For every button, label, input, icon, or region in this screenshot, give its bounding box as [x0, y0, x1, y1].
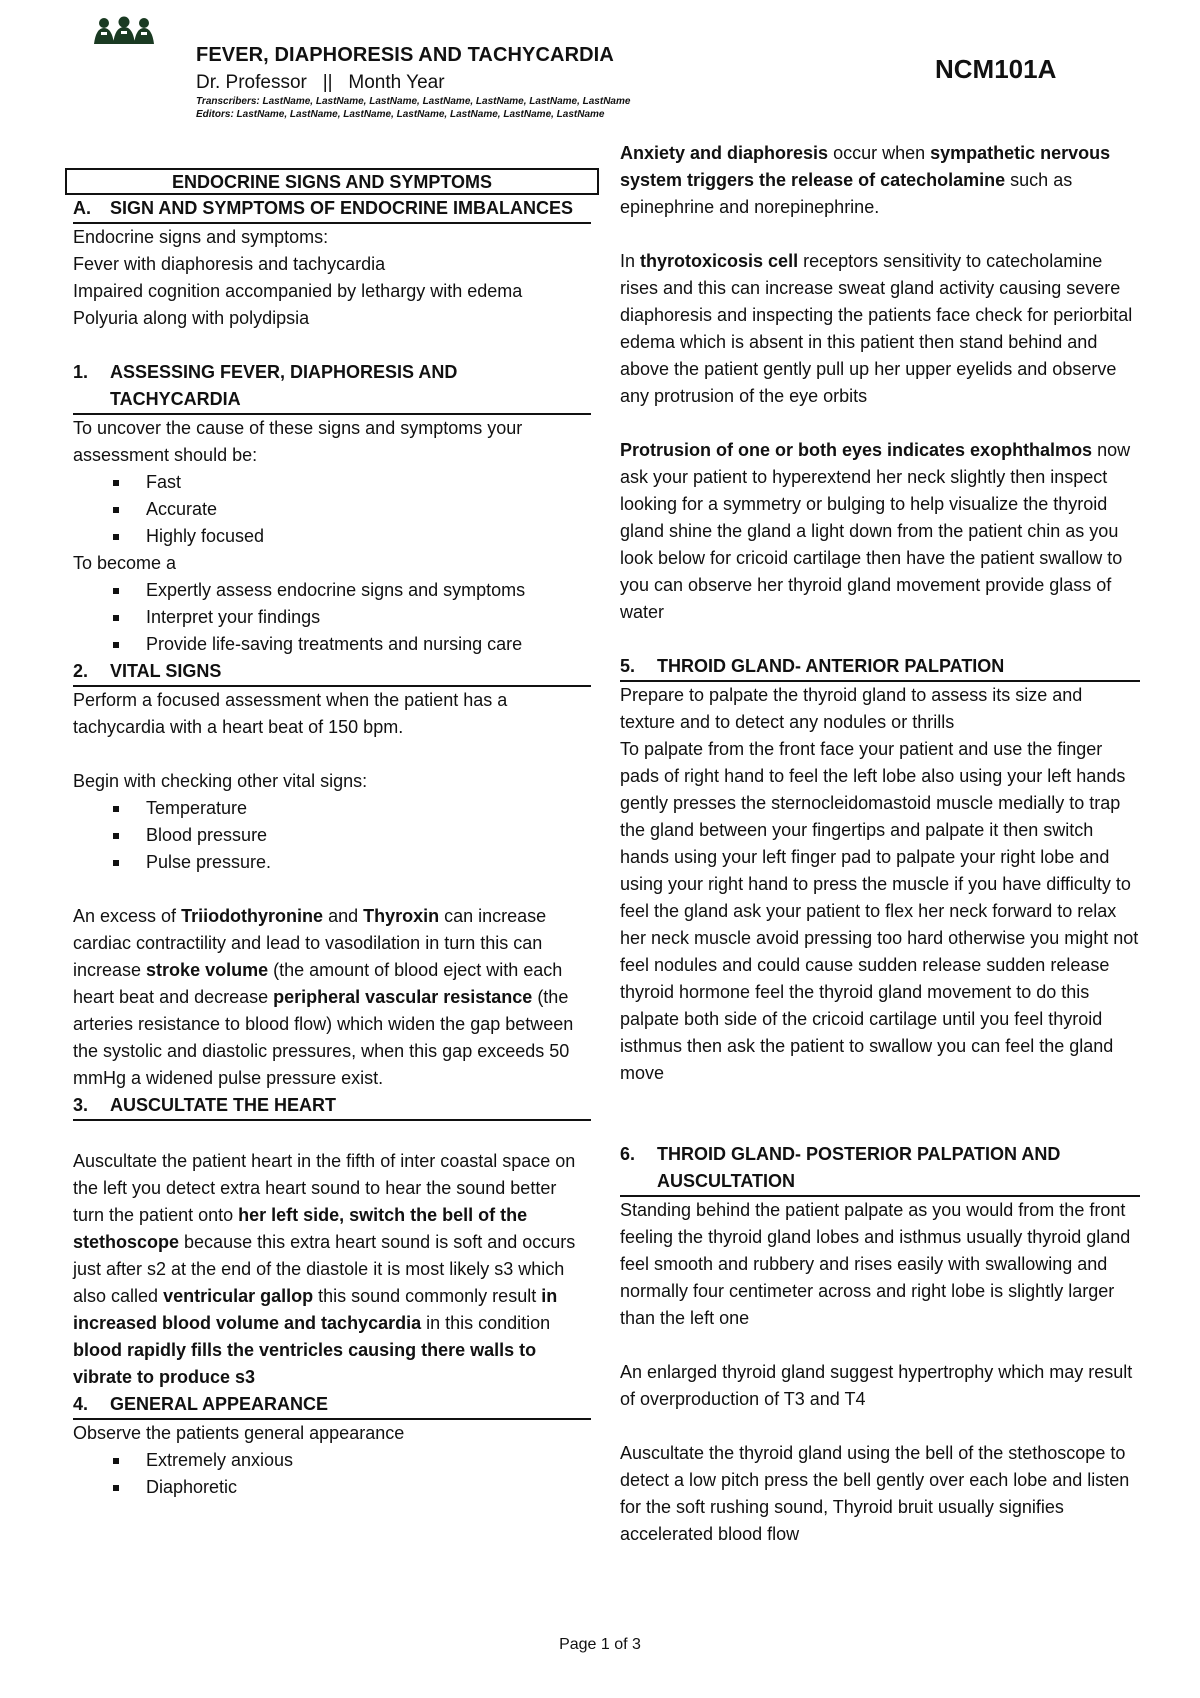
left-column	[73, 140, 591, 1501]
paragraph	[73, 903, 591, 1092]
list-item: Diaphoretic	[73, 1474, 591, 1501]
bullet-list	[73, 577, 591, 658]
section-number: 6.	[620, 1144, 636, 1164]
bold-term: thyrotoxicosis cell	[640, 251, 799, 271]
editors-line: Editors: LastName, LastName, LastName, LastName, LastName, LastName, LastName	[196, 109, 605, 120]
bullet-list	[73, 795, 591, 876]
list-item: Blood pressure	[73, 822, 591, 849]
section-3-heading	[73, 1092, 591, 1121]
document-subtitle: Dr. Professor || Month Year	[196, 72, 445, 93]
course-code: NCM101A	[935, 54, 1057, 84]
text-run: receptors sensitivity to catecholamine rises and this can increase sweat gland activity causing severe diaphoresis and inspecting the patients face check for periorbital edema which is absent in this patient then stand behind and above the patient gently pull up her upper eyelids and observe any protrusion of the eye orbits	[620, 251, 1133, 406]
paragraph: Standing behind the patient palpate as you would from the front feeling the thyroid gland lobes and isthmus usually thyroid gland feel smooth and rubbery and rises easily with swallowing and normally four centimeter across and right lobe is slightly larger than the left one	[620, 1200, 1131, 1328]
paragraph: Prepare to palpate the thyroid gland to assess its size and texture and to detect any nodules or thrills	[620, 685, 1083, 732]
list-item: Accurate	[73, 496, 591, 523]
section-number: 5.	[620, 656, 636, 676]
list-item: Highly focused	[73, 523, 591, 550]
bold-term: in increased blood volume and tachycardia	[73, 1286, 558, 1333]
bullet-list	[73, 469, 591, 550]
bold-term: blood rapidly fills the ventricles causing there walls to vibrate to produce s3	[73, 1340, 537, 1387]
section-title: THROID GLAND- ANTERIOR PALPATION	[657, 656, 1005, 676]
bold-term: Anxiety and diaphoresis	[620, 143, 829, 163]
text-run: Auscultate the patient heart in the fifth of inter coastal space on the left you detect extra heart sound to hear the sound better turn the patient onto	[73, 1151, 576, 1225]
right-column	[620, 140, 1140, 1548]
bold-term: stroke volume	[146, 960, 269, 980]
bold-term: Triiodothyronine	[181, 906, 324, 926]
section-5-heading	[620, 653, 1140, 682]
paragraph: To palpate from the front face your patient and use the finger pads of right hand to feel the left lobe also using your left hands gently presses the sternocleidomastoid muscle medially to trap the gland between your fingertips and palpate it then switch hands using your left finger pad to palpate your right lobe and using your right hand to press the muscle if you have difficulty to feel the gland ask your patient to flex her neck forward to relax her neck muscle avoid pressing too hard otherwise you might not feel nodules and could cause sudden release sudden release thyroid hormone feel the thyroid gland movement to do this palpate both side of the cricoid cartilage until you feel thyroid isthmus then ask the patient to swallow you can feel the gland move	[620, 739, 1139, 1083]
paragraph-line: Impaired cognition accompanied by lethargy with edema	[73, 281, 523, 301]
section-1-heading	[73, 359, 591, 415]
bold-term: Protrusion of one or both eyes indicates exophthalmos	[620, 440, 1093, 460]
section-4-heading	[73, 1391, 591, 1420]
list-item: Expertly assess endocrine signs and symptoms	[73, 577, 591, 604]
text-run: such as epinephrine and norepinephrine.	[620, 170, 1073, 217]
bold-term: sympathetic nervous system triggers the release of catecholamine	[620, 143, 1111, 190]
paragraph: Auscultate the thyroid gland using the bell of the stethoscope to detect a low pitch press the bell gently over each lobe and listen for the soft rushing sound, Thyroid bruit usually signifies accelerated blood flow	[620, 1443, 1130, 1544]
bold-term: Thyroxin	[363, 906, 440, 926]
section-title: THROID GLAND- POSTERIOR PALPATION AND AUSCULTATION	[657, 1144, 1061, 1191]
text-run: (the amount of blood eject with each heart beat and decrease	[73, 960, 563, 1007]
paragraph: An enlarged thyroid gland suggest hypertrophy which may result of overproduction of T3 and T4	[620, 1362, 1133, 1409]
text-run: An excess of	[73, 906, 182, 926]
section-number: 4.	[73, 1394, 89, 1414]
bold-term: peripheral vascular resistance	[273, 987, 533, 1007]
text-run: in this condition	[421, 1313, 551, 1333]
section-title: SIGN AND SYMPTOMS OF ENDOCRINE IMBALANCES	[110, 198, 574, 218]
text-run: because this extra heart sound is soft and occurs just after s2 at the end of the diastole it is most likely s3 which also called	[73, 1232, 576, 1306]
paragraph: To uncover the cause of these signs and symptoms your assessment should be:	[73, 418, 523, 465]
paragraph	[620, 140, 1140, 221]
paragraph: Perform a focused assessment when the patient has a tachycardia with a heart beat of 150 bpm.	[73, 690, 508, 737]
section-title: GENERAL APPEARANCE	[110, 1394, 329, 1414]
paragraph: To become a	[73, 553, 177, 573]
bold-term: ventricular gallop	[163, 1286, 314, 1306]
list-item: Provide life-saving treatments and nursing care	[73, 631, 591, 658]
section-title: AUSCULTATE THE HEART	[110, 1095, 336, 1115]
section-number: 1.	[73, 362, 89, 382]
text-run: this sound commonly result	[313, 1286, 542, 1306]
paragraph-line: Endocrine signs and symptoms:	[73, 227, 329, 247]
section-title: VITAL SIGNS	[110, 661, 222, 681]
section-6-heading	[620, 1141, 1140, 1197]
text-run: now ask your patient to hyperextend her neck slightly then inspect looking for a symmetry or bulging to help visualize the thyroid gland shine the gland a light down from the patient chin as you look below for cricoid cartilage then have the patient swallow to you can observe her thyroid gland movement provide glass of water	[620, 440, 1131, 622]
section-title: ASSESSING FEVER, DIAPHORESIS AND TACHYCARDIA	[110, 362, 458, 409]
transcribers-line: Transcribers: LastName, LastName, LastName, LastName, LastName, LastName, LastName	[196, 96, 631, 107]
paragraph-line: Fever with diaphoresis and tachycardia	[73, 254, 386, 274]
text-run: can increase cardiac contractility and lead to vasodilation in turn this can increase	[73, 906, 547, 980]
bold-term: her left side, switch the bell of the stethoscope	[73, 1205, 528, 1252]
section-number: 2.	[73, 661, 89, 681]
text-run: In	[620, 251, 641, 271]
page-number: Page 1 of 3	[559, 1636, 641, 1653]
paragraph	[73, 1148, 591, 1391]
paragraph-line: Polyuria along with polydipsia	[73, 308, 310, 328]
three-figures-logo-icon	[92, 16, 156, 46]
bullet-list	[73, 1447, 591, 1501]
list-item: Interpret your findings	[73, 604, 591, 631]
list-item: Temperature	[73, 795, 591, 822]
section-2-heading	[73, 658, 591, 687]
list-item: Fast	[73, 469, 591, 496]
text-run: occur when	[828, 143, 931, 163]
section-a-heading	[73, 195, 591, 224]
text-run: (the arteries resistance to blood flow) which widen the gap between the systolic and diastolic pressures, when this gap exceeds 50 mmHg a widened pulse pressure exist.	[73, 987, 574, 1088]
section-box-heading: ENDOCRINE SIGNS AND SYMPTOMS	[65, 168, 599, 195]
list-item: Extremely anxious	[73, 1447, 591, 1474]
paragraph	[620, 437, 1140, 626]
list-item: Pulse pressure.	[73, 849, 591, 876]
text-run: and	[323, 906, 364, 926]
paragraph: Observe the patients general appearance	[73, 1423, 405, 1443]
paragraph	[620, 248, 1140, 410]
document-title: FEVER, DIAPHORESIS AND TACHYCARDIA	[196, 44, 614, 66]
section-number: 3.	[73, 1095, 89, 1115]
paragraph: Begin with checking other vital signs:	[73, 771, 368, 791]
section-number: A.	[73, 198, 91, 218]
